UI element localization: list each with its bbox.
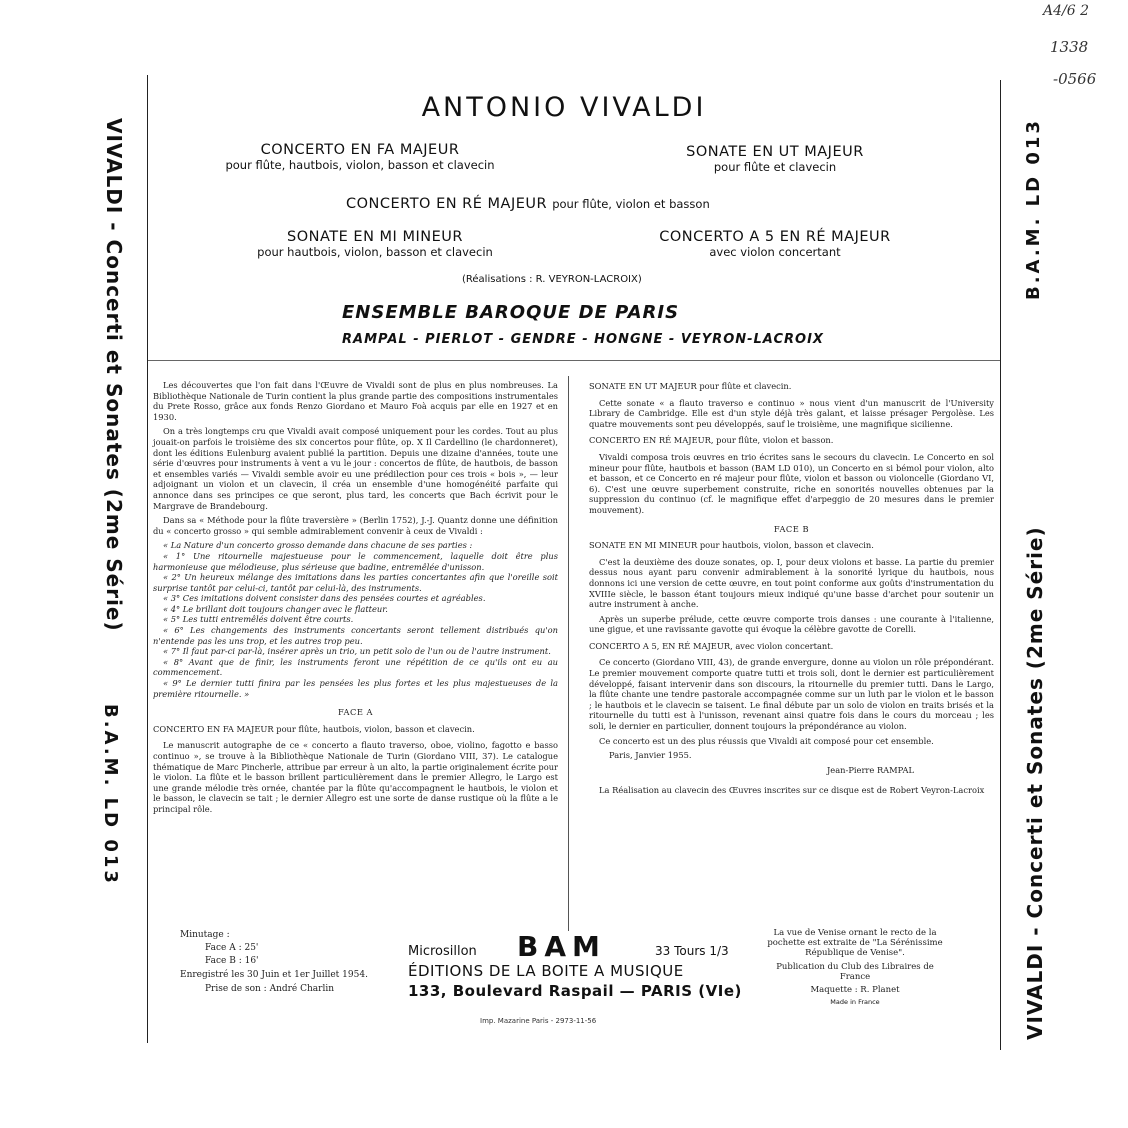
- quantz-quote: « 7° Il faut par-ci par-là, insérer après un trio, un petit solo de l'un ou de l'autre instrument.: [163, 646, 551, 657]
- ensemble-members: RAMPAL - PIERLOT - GENDRE - HONGNE - VEYRON-LACROIX: [342, 332, 824, 347]
- paragraph: Vivaldi composa trois œuvres en trio écrites sans le secours du clavecin. Le Concerto en sol mineur pour flûte, hautbois et basson (BAM LD 010), un Concerto en si bémol pour violon, alto et basson, et ce Concerto en ré majeur pour flûte, violon et basson ou violoncelle (Giordano VI, 6). C'est une œuvre superbement construite, riche en sonorités nouvelles obtenues par la suppression du continuo (cf. le magnifique effet d'arpeggio de 20 mesures dans le premier mouvement).: [589, 451, 994, 515]
- handwritten-note-2: 1338: [1050, 38, 1089, 56]
- liner-notes-left: [153, 380, 558, 819]
- face-b-duration: Face B : 16': [205, 956, 259, 966]
- paragraph: Cette sonate « a flauto traverso e continuo » nous vient d'un manuscrit de l'University Library de Cambridge. Elle est d'un style déjà très galant, et laisse présager Pergolèse. Les quatre mouvements sont peu développés, sauf le troisième, une magnifique sicilienne.: [589, 397, 994, 429]
- quantz-quote: « La Nature d'un concerto grosso demande dans chacune de ses parties :: [163, 540, 473, 551]
- bam-logo-text: BAM: [517, 930, 606, 963]
- quantz-quote: « 2° Un heureux mélange des imitations dans les parties concertantes afin que l'oreille soit surprise tantôt par celui-ci, tantôt par celui-là, des instruments.: [153, 572, 558, 593]
- work-title: CONCERTO A 5 EN RÉ MAJEUR: [659, 229, 891, 245]
- publisher-name: ÉDITIONS DE LA BOITE A MUSIQUE: [408, 962, 684, 980]
- quantz-quote: « 6° Les changements des instruments concertants seront tellement distribués qu'on n'entende pas les uns trop, et les autres trop peu.: [153, 625, 558, 646]
- text-top-rule: [148, 360, 1000, 361]
- work-concerto-re: [346, 193, 710, 212]
- paragraph: Les découvertes que l'on fait dans l'Œuvre de Vivaldi sont de plus en plus nombreuses. La Bibliothèque Nationale de Turin contient la plus grande partie des compositions instrumentales du Prete Rosso, grâce aux fonds Renzo Giordano et Mauro Foà acquis par elle en 1927 et en 1930.: [153, 380, 558, 422]
- ensemble-name: ENSEMBLE BAROQUE DE PARIS: [342, 302, 680, 323]
- section-heading: SONATE EN UT MAJEUR pour flûte et clavecin.: [589, 381, 792, 391]
- liner-notes-right: [589, 381, 994, 800]
- date-line: Paris, Janvier 1955.: [609, 750, 692, 761]
- paragraph: Ce concerto (Giordano VIII, 43), de grande envergure, donne au violon un rôle prépondérant. Le premier mouvement comporte quatre tutti et trois soli, dont le dernier est particulièrement développé, faisant intervenir dans son discours, la ritournelle du premier tutti. Dans le Largo, la flûte chante une tendre pastorale accompagnée comme sur un luth par le violon et le basson ; le hautbois et le clavecin se taisent. Le final débute par un solo de violon en traits brisés et la ritournelle du tutti est à l'unisson, revenant ainsi quatre fois dans le cours du morceau ; les soli, le dernier en particulier, donnent toujours la prépondérance au violon.: [589, 657, 994, 732]
- printer-credit: Imp. Mazarine Paris - 2973-11-56: [480, 1017, 597, 1025]
- work-title: CONCERTO EN FA MAJEUR: [260, 142, 460, 158]
- spine-left-catalog: B.A.M. LD 013: [100, 704, 121, 886]
- paragraph: Le manuscrit autographe de ce « concerto a flauto traverso, oboe, violino, fagotto e basso continuo », se trouve à la Bibliothèque Nationale de Turin (Giordano VIII, 37). Le catalogue thématique de Marc Pincherle, attribue par erreur à un alto, la partie originalement écrite pour le violon. La flûte et le basson brillent particulièrement dans le premier Allegro, le Largo est une grande mélodie très ornée, chantée par la flûte qu'accompagnent le hautbois, le violon et le basson, le clavecin se tait ; le dernier Allegro est une sorte de danse rustique où la flûte a le principal rôle.: [153, 740, 558, 814]
- sound-engineer: Prise de son : André Charlin: [205, 984, 335, 994]
- microsillon-label: Microsillon: [408, 944, 477, 959]
- work-concerto-fa: [200, 142, 520, 172]
- work-instruments: pour flûte, hautbois, violon, basson et clavecin: [225, 158, 495, 172]
- quantz-quote: « 1° Une ritournelle majestueuse pour le commencement, laquelle doit être plus harmonieuse que mélodieuse, plus sérieuse que badine, entremêlée d'unisson.: [153, 550, 558, 572]
- composer-title: ANTONIO VIVALDI: [421, 92, 707, 123]
- column-divider: [568, 376, 569, 931]
- cover-credit: La vue de Venise ornant le recto de la pochette est extraite de "La Sérénissime République de Venise".: [767, 928, 943, 958]
- author-signature: Jean-Pierre RAMPAL: [826, 764, 914, 775]
- paragraph: La Réalisation au clavecin des Œuvres inscrites sur ce disque est de Robert Veyron-Lacroix: [599, 785, 985, 796]
- work-instruments: pour flûte et clavecin: [713, 160, 837, 174]
- recording-dates: Enregistré les 30 Juin et 1er Juillet 1954.: [180, 970, 368, 980]
- work-title: SONATE EN UT MAJEUR: [686, 144, 864, 160]
- handwritten-note-1: A4/6 2: [1043, 3, 1089, 19]
- work-sonate-ut: [630, 144, 920, 174]
- work-concerto-a5: [610, 229, 940, 259]
- handwritten-note-3: -0566: [1053, 70, 1097, 88]
- face-a-label: FACE A: [337, 707, 374, 718]
- quantz-quote: « 8° Avant que de finir, les instruments feront une répétition de ce qu'ils ont eu au commencement.: [153, 656, 558, 678]
- right-fold-line: [1000, 80, 1001, 1050]
- maquette-credit: Maquette : R. Planet: [810, 985, 900, 995]
- face-a-duration: Face A : 25': [205, 943, 259, 953]
- work-title: CONCERTO EN RÉ MAJEUR: [346, 196, 548, 212]
- left-fold-line: [147, 75, 148, 1043]
- quantz-quote: « 3° Ces imitations doivent consister dans des pensées courtes et agréables.: [163, 593, 486, 604]
- work-title: SONATE EN MI MINEUR: [287, 229, 463, 245]
- work-instruments: pour flûte, violon et basson: [552, 197, 710, 211]
- paragraph: On a très longtemps cru que Vivaldi avait composé uniquement pour les cordes. Tout au plus jouait-on parfois le troisième des six concertos pour flûte, op. X Il Cardellino (le chardonneret), dont les éditions Eulenburg avaient publié la partition. Depuis une dizaine d'années, toute une série d'œuvres pour instruments à vent a vu le jour : concertos de flûte, de hautbois, de basson et ensembles variés — Vivaldi semble avoir eu une prédilection pour ces trois « bois », — leur adjoignant un violon et un clavecin, il créa un ensemble d'une homogénéité parfaite qui annonce dans ses principes ce que seront, plus tard, les concerts que Bach écrivit pour le Margrave de Brandebourg.: [153, 426, 558, 511]
- quantz-quote: « 9° Le dernier tutti finira par les pensées les plus fortes et les plus majestueuses de la première ritournelle. »: [153, 678, 558, 699]
- section-heading: CONCERTO EN RÉ MAJEUR, pour flûte, violon et basson.: [589, 435, 834, 446]
- spine-right-title: VIVALDI - Concerti et Sonates (2me Série): [1023, 526, 1047, 1040]
- speed-label: 33 Tours 1/3: [655, 944, 729, 958]
- section-heading: SONATE EN MI MINEUR pour hautbois, violon, basson et clavecin.: [589, 540, 874, 551]
- made-in-france: Made in France: [830, 998, 880, 1006]
- publisher-address: 133, Boulevard Raspail — PARIS (VIe): [408, 982, 742, 1000]
- paragraph: Ce concerto est un des plus réussis que Vivaldi ait composé pour cet ensemble.: [599, 735, 934, 746]
- spine-right-catalog: B.A.M. LD 013: [1023, 118, 1044, 300]
- face-b-label: FACE B: [773, 523, 810, 534]
- section-heading: CONCERTO A 5, EN RÉ MAJEUR, avec violon concertant.: [589, 640, 834, 651]
- quantz-quote: « 4° Le brillant doit toujours changer avec le flatteur.: [163, 603, 388, 614]
- work-sonate-mi: [210, 229, 540, 259]
- paragraph: Dans sa « Méthode pour la flûte traversière » (Berlin 1752), J.-J. Quantz donne une définition du « concerto grosso » qui semble admirablement convenir à ceux de Vivaldi :: [153, 515, 558, 536]
- work-instruments: avec violon concertant: [709, 245, 841, 259]
- work-instruments: pour hautbois, violon, basson et clavecin: [257, 245, 493, 259]
- spine-left-title: VIVALDI - Concerti et Sonates (2me Série): [102, 118, 126, 632]
- minutage-label: Minutage :: [180, 930, 230, 940]
- quantz-quote: « 5° Les tutti entremêlés doivent être courts.: [163, 614, 354, 625]
- realisations-credit: (Réalisations : R. VEYRON-LACROIX): [462, 274, 642, 285]
- section-heading: CONCERTO EN FA MAJEUR pour flûte, hautbois, violon, basson et clavecin.: [153, 723, 475, 734]
- club-credit: Publication du Club des Libraires de France: [776, 962, 934, 982]
- paragraph: Après un superbe prélude, cette œuvre comporte trois danses : une courante à l'italienne, une gigue, et une ravissante gavotte qui évoque la célèbre gavotte de Corelli.: [589, 613, 994, 635]
- paragraph: C'est la deuxième des douze sonates, op. I, pour deux violons et basse. La partie du premier dessus nous ayant paru convenir admirablement à la sonorité lyrique du hautbois, nous donnons ici une version de cette œuvre, en tout point conforme aux goûts d'instrumentation du XVIIIe siècle, le basson étant toujours mieux indiqué qu'une basse d'archet pour soutenir un autre instrument à anche.: [589, 556, 994, 610]
